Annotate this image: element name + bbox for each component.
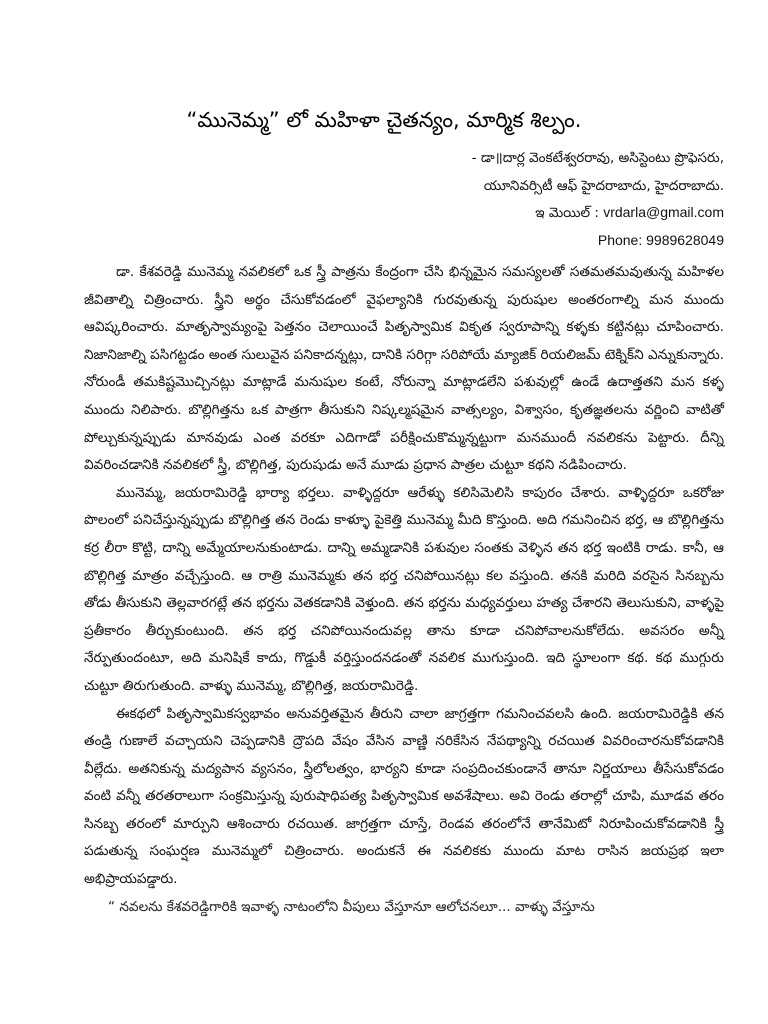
phone-number: 9989628049 xyxy=(646,232,724,248)
paragraph: డా. కేశవరెడ్డి మునెమ్మ నవలికలో ఒక స్త్రీ పాత్రను కేంద్రంగా చేసి భిన్నమైన సమస్యలతో సతమతమవుతున్న మహిళల జీవితాల్ని చిత్రించారు. స్త్రీని అర్థం చేసుకోవడంలో వైఫల్యానికి గురవుతున్న పురుషుల అంతరంగాల్ని మన ముందు ఆవిష్కరించారు. మాతృస్వామ్యంపై పెత్తనం చెలాయించే పితృస్వామిక వికృత స్వరూపాన్ని కళ్ళకు కట్టినట్లు చూపించారు. నిజానిజాల్ని పసిగట్టడం అంత సులువైన పనికాదన్నట్లు, దానికి సరిగ్గా సరిపోయే మ్యాజిక్ రియలిజమ్ టెక్నిక్‌ని ఎన్నుకున్నారు. నోరుండీ తమకిష్టమొచ్చినట్లు మాట్లాడే మనుషుల కంటే, నోరున్నా మాట్లాడలేని పశువుల్లో ఉండే ఉదాత్తతని మన కళ్ళ ముందు నిలిపారు. బొల్లిగిత్తను ఒక పాత్రగా తీసుకుని నిష్కల్మషమైన వాత్సల్యం, విశ్వాసం, కృతజ్ఞతలను వర్ణించి వాటితో పోల్చుకున్నప్పుడు మానవుడు ఎంత వరకూ ఎదిగాడో పరీక్షించుకొమ్మన్నట్టుగా మనముందీ నవలికను పెట్టారు. దీన్ని వివరించడానికి నవలికలో స్త్రీ, బొల్లిగిత్త, పురుషుడు అనే మూడు ప్రధాన పాత్రల చుట్టూ కథని నడిపించారు. xyxy=(84,264,724,474)
page-title: “మునెమ్మ” లో మహిళా చైతన్యం, మార్మిక శిల్పం. xyxy=(186,108,582,132)
author-phone-line xyxy=(598,226,724,255)
author-affiliation: యూనివర్సిటీ ఆఫ్ హైదరాబాదు, హైదరాబాదు. xyxy=(483,178,724,194)
email-label: ఇ మెయిల్ : xyxy=(535,205,604,221)
quote-paragraph: “ నవలను కేశవరెడ్డిగారికి ఇవాళ్ళ నాటంలోని వీపులు వేస్తూనూ ఆలోచనలూ... వాళ్ళు వేస్తూను xyxy=(108,898,595,915)
author-email-line xyxy=(535,198,724,227)
article-body xyxy=(84,259,724,921)
author-name-line: - డా॥దార్ల వెంకటేశ్వరరావు, అసిస్టెంటు ప్రొఫెసరు, xyxy=(471,150,724,166)
paragraph: ఈకథలో పితృస్వామికస్వభావం అనువర్తితమైన తీరుని చాలా జాగ్రత్తగా గమనించవలసి ఉంది. జయరామిరెడ్డికి తన తండ్రి గుణాలే వచ్చాయని చెప్పడానికి ద్రౌపది వేషం వేసిన వాణ్ణి నరికేసిన నేపథ్యాన్ని రచయిత వివరించారనుకోవడానికి వీల్లేదు. అతనికున్న మద్యపాన వ్యసనం, స్త్రీలోలత్వం, భార్యని కూడా సంప్రదించకుండానే తానూ నిర్ణయాలు తీసేసుకోవడం వంటి వన్నీ తరతరాలుగా సంక్రమిస్తున్న పురుషాధిపత్య పితృస్వామిక అవశేషాలు. అవి రెండు తరాల్లో చూపి, మూడవ తరం సినబ్బ తరంలో మార్పుని ఆశించారు రచయిత. జాగ్రత్తగా చూస్తే, రెండవ తరంలోనే తానేమిటో నిరూపించుకోవడానికి స్త్రీ పడుతున్న సంఘర్షణ మునెమ్మలో చిత్రించారు. అందుకనే ఈ నవలికకు ముందు మాట రాసిన జయప్రభ ఇలా అభిప్రాయపడ్డారు. xyxy=(84,705,724,888)
paragraph: మునెమ్మ, జయరామిరెడ్డి భార్యా భర్తలు. వాళ్ళిద్దరూ ఆరేళ్ళు కలిసిమెలిసి కాపురం చేశారు. వాళ్ళిద్దరూ ఒకరోజు పొలంలో పనిచేస్తున్నప్పుడు బొల్లిగిత్త తన రెండు కాళ్ళూ పైకెత్తి మునెమ్మ మీది కొస్తుంది. అది గమనించిన భర్త, ఆ బొల్లిగిత్తను కర్ర లీరా కొట్టి, దాన్ని అమ్మేయాలనుకుంటాడు. దాన్ని అమ్మడానికి పశువుల సంతకు వెళ్ళిన తన భర్త ఇంటికి రాడు. కానీ, ఆ బొల్లిగిత్త మాత్రం వచ్చేస్తుంది. ఆ రాత్రి మునెమ్మకు తన భర్త చనిపోయినట్లు కల వస్తుంది. తనకి మరిది వరసైన సినబ్బను తోడు తీసుకుని తెల్లవారగట్లే తన భర్తను వెతకడానికి వెళ్తుంది. తన భర్తను మధ్యవర్తులు హత్య చేశారని తెలుసుకుని, వాళ్ళపై ప్రతీకారం తీర్చుకుంటుంది. తన భర్త చనిపోయినందువల్ల తాను కూడా చనిపోవాలనుకోలేదు. అవసరం అన్నీ నేర్పుతుందంటూ, అది మనిషికే కాదు, గొడ్డుకీ వర్తిస్తుందనడంతో నవలిక ముగుస్తుంది. ఇది స్థూలంగా కథ. కథ ముగ్గురు చుట్టూ తిరుగుతుంది. వాళ్ళు మునెమ్మ, బొల్లిగిత్త, జయరామిరెడ్డి. xyxy=(84,484,724,694)
email-link[interactable]: vrdarla@gmail.com xyxy=(603,204,724,220)
phone-label: Phone: xyxy=(597,232,647,248)
